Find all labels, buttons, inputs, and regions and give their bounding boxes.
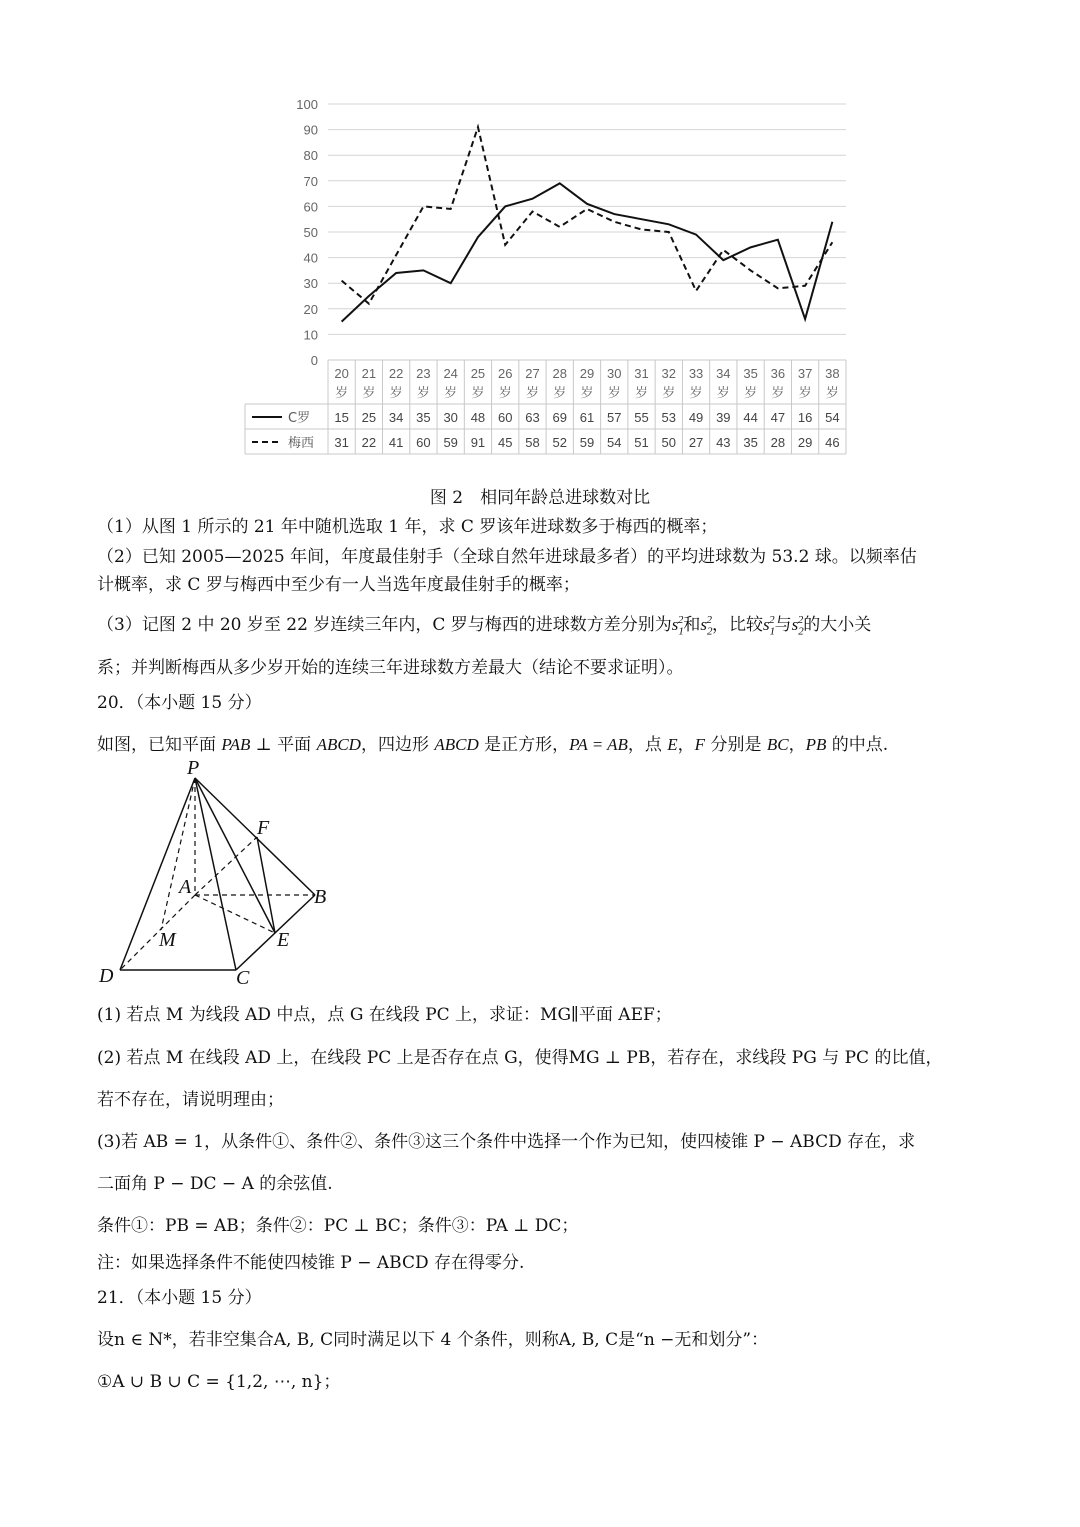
data-table-value: 22 [361, 435, 377, 450]
x-tick-label: 24 [443, 366, 458, 381]
x-tick-label: 27 [525, 366, 540, 381]
x-tick-label: 32 [661, 366, 677, 381]
data-table-value: 29 [797, 435, 813, 450]
data-table-value: 54 [607, 435, 622, 450]
x-tick-label-unit: 岁 [525, 386, 539, 401]
data-table-value: 58 [525, 435, 540, 450]
q21-condition1: ①A ∪ B ∪ C = {1,2, ⋯, n}； [97, 1372, 341, 1392]
data-table-value: 50 [661, 435, 677, 450]
data-table-value: 59 [443, 435, 458, 450]
data-table-value: 43 [716, 435, 731, 450]
data-table-value: 31 [334, 435, 349, 450]
data-table-value: 53 [661, 410, 677, 425]
data-table-value: 30 [443, 410, 458, 425]
q20-sub3-line2: 二面角 P − DC − A 的余弦值. [97, 1174, 333, 1194]
x-tick-label-unit: 岁 [607, 386, 621, 401]
x-tick-label: 25 [470, 366, 486, 381]
data-table-value: 15 [334, 410, 349, 425]
y-tick-label: 0 [310, 353, 318, 368]
x-tick-label-unit: 岁 [389, 386, 403, 401]
edge-PD [120, 778, 195, 970]
data-table-value: 60 [497, 410, 513, 425]
goals-comparison-chart [240, 90, 850, 460]
edge-PC [195, 778, 236, 970]
x-tick-label-unit: 岁 [744, 386, 758, 401]
x-tick-label: 38 [825, 366, 840, 381]
q19-part2-line2: 计概率，求 C 罗与梅西中至少有一人当选年度最佳射手的概率； [97, 575, 580, 595]
x-tick-label-unit: 岁 [825, 386, 839, 401]
x-tick-label: 26 [497, 366, 513, 381]
x-tick-label: 33 [688, 366, 704, 381]
x-tick-label-unit: 岁 [689, 386, 703, 401]
series-line-cristiano [342, 183, 833, 321]
data-table-value: 39 [716, 410, 731, 425]
data-table-value: 60 [416, 435, 431, 450]
data-table-value: 69 [552, 410, 567, 425]
data-table-value: 61 [579, 410, 595, 425]
q20-sub1: (1) 若点 M 为线段 AD 中点，点 G 在线段 PC 上，求证：MG∥平面 AEF； [97, 1005, 672, 1025]
legend-label: C罗 [288, 411, 311, 426]
x-tick-label: 28 [552, 366, 567, 381]
x-tick-label: 37 [797, 366, 813, 381]
x-tick-label: 23 [416, 366, 431, 381]
label-P: P [187, 760, 200, 779]
x-tick-label: 29 [579, 366, 595, 381]
data-table-value: 16 [797, 410, 813, 425]
data-table-value: 59 [579, 435, 595, 450]
data-table-value: 44 [743, 410, 758, 425]
x-tick-label-unit: 岁 [662, 386, 676, 401]
q19-part1: （1）从图 1 所示的 21 年中随机选取 1 年，求 C 罗该年进球数多于梅西的概率； [97, 517, 718, 537]
data-table-value: 28 [770, 435, 786, 450]
figure-caption: 图 2 相同年龄总进球数对比 [429, 488, 651, 508]
x-tick-label-unit: 岁 [580, 386, 594, 401]
q20-note: 注：如果选择条件不能使四棱锥 P − ABCD 存在得零分. [97, 1253, 525, 1273]
q20-intro: 如图，已知平面 PAB ⊥ 平面 ABCD，四边形 ABCD 是正方形，PA = AB，点 E，F 分别是 BC，PB 的中点. [97, 735, 889, 755]
data-table-value: 35 [416, 410, 431, 425]
x-tick-label: 31 [634, 366, 649, 381]
y-tick-label: 90 [303, 122, 318, 138]
label-A: A [179, 876, 192, 898]
pyramid-figure [95, 760, 355, 990]
x-tick-label-unit: 岁 [498, 386, 512, 401]
label-B: B [314, 886, 327, 908]
q20-conditions: 条件①：PB = AB；条件②：PC ⊥ BC；条件③：PA ⊥ DC； [97, 1216, 579, 1236]
data-table-value: 55 [634, 410, 649, 425]
label-C: C [236, 967, 250, 989]
data-table-value: 46 [825, 435, 840, 450]
x-tick-label: 22 [388, 366, 404, 381]
legend-label: 梅西 [288, 436, 315, 451]
y-tick-label: 50 [303, 225, 318, 240]
x-tick-label-unit: 岁 [771, 386, 785, 401]
y-tick-label: 60 [303, 199, 318, 215]
data-table-value: 41 [388, 435, 404, 450]
x-tick-label: 35 [743, 366, 758, 381]
y-tick-label: 10 [303, 327, 318, 343]
label-E: E [277, 929, 290, 951]
x-tick-label: 20 [334, 366, 349, 381]
q19-part3-line1: （3）记图 2 中 20 岁至 22 岁连续三年内，C 罗与梅西的进球数方差分别为$s_1^2$和$s_2^2$，比较$s_1^2$与$s_2^2$的大小关 [97, 614, 872, 638]
data-table-value: 54 [825, 410, 840, 425]
data-table-value: 35 [743, 435, 758, 450]
data-table-value: 34 [388, 410, 404, 425]
x-tick-label-unit: 岁 [444, 386, 458, 401]
label-M: M [159, 929, 176, 951]
data-table-value: 91 [470, 435, 486, 450]
y-tick-label: 40 [303, 250, 318, 266]
x-tick-label: 30 [607, 366, 622, 381]
series-line-messi [342, 127, 833, 304]
q20-sub2-line1: (2) 若点 M 在线段 AD 上，在线段 PC 上是否存在点 G，使得MG ⊥ PB，若存在，求线段 PG 与 PC 的比值， [97, 1048, 943, 1068]
x-tick-label-unit: 岁 [635, 386, 649, 401]
x-tick-label-unit: 岁 [335, 386, 349, 401]
q19-part3-line2: 系；并判断梅西从多少岁开始的连续三年进球数方差最大（结论不要求证明）。 [97, 658, 684, 678]
x-tick-label-unit: 岁 [416, 386, 430, 401]
x-tick-label: 21 [361, 366, 377, 381]
data-table-value: 27 [688, 435, 704, 450]
x-tick-label-unit: 岁 [362, 386, 376, 401]
q20-heading: 20．（本小题 15 分） [97, 693, 262, 713]
data-table-value: 52 [552, 435, 567, 450]
edge-PB [195, 778, 315, 895]
data-table-value: 45 [497, 435, 513, 450]
x-tick-label: 36 [770, 366, 786, 381]
q21-intro: 设n ∈ N*，若非空集合A, B, C同时满足以下 4 个条件，则称A, B, C是“n −无和划分”： [97, 1330, 769, 1350]
edge-FE [257, 837, 275, 933]
q20-sub2-line2: 若不存在，请说明理由； [97, 1090, 284, 1110]
y-tick-label: 100 [296, 97, 318, 112]
edge-AE [195, 895, 275, 933]
q20-sub3-line1: (3)若 AB = 1，从条件①、条件②、条件③这三个条件中选择一个作为已知，使四棱锥 P − ABCD 存在，求 [97, 1132, 916, 1152]
x-tick-label-unit: 岁 [798, 386, 812, 401]
y-tick-label: 70 [303, 173, 318, 189]
y-tick-label: 30 [303, 276, 318, 292]
edge-AF [195, 837, 257, 895]
x-tick-label-unit: 岁 [471, 386, 485, 401]
data-table-value: 49 [688, 410, 704, 425]
q19-part2-line1: （2）已知 2005—2025 年间，年度最佳射手（全球自然年进球最多者）的平均进球数为 53.2 球。以频率估 [97, 547, 917, 567]
q21-heading: 21．（本小题 15 分） [97, 1288, 262, 1308]
data-table-value: 51 [634, 435, 649, 450]
data-table-value: 63 [525, 410, 540, 425]
y-tick-label: 20 [303, 301, 318, 317]
y-tick-label: 80 [303, 148, 318, 164]
label-F: F [257, 817, 270, 839]
edge-PE [195, 778, 275, 933]
edge-AD [120, 895, 195, 970]
x-tick-label-unit: 岁 [716, 386, 730, 401]
data-table-value: 48 [470, 410, 486, 425]
x-tick-label: 34 [716, 366, 731, 381]
data-table-value: 57 [607, 410, 622, 425]
data-table-value: 47 [770, 410, 786, 425]
data-table-value: 25 [361, 410, 377, 425]
label-D: D [99, 965, 114, 987]
x-tick-label-unit: 岁 [553, 386, 567, 401]
